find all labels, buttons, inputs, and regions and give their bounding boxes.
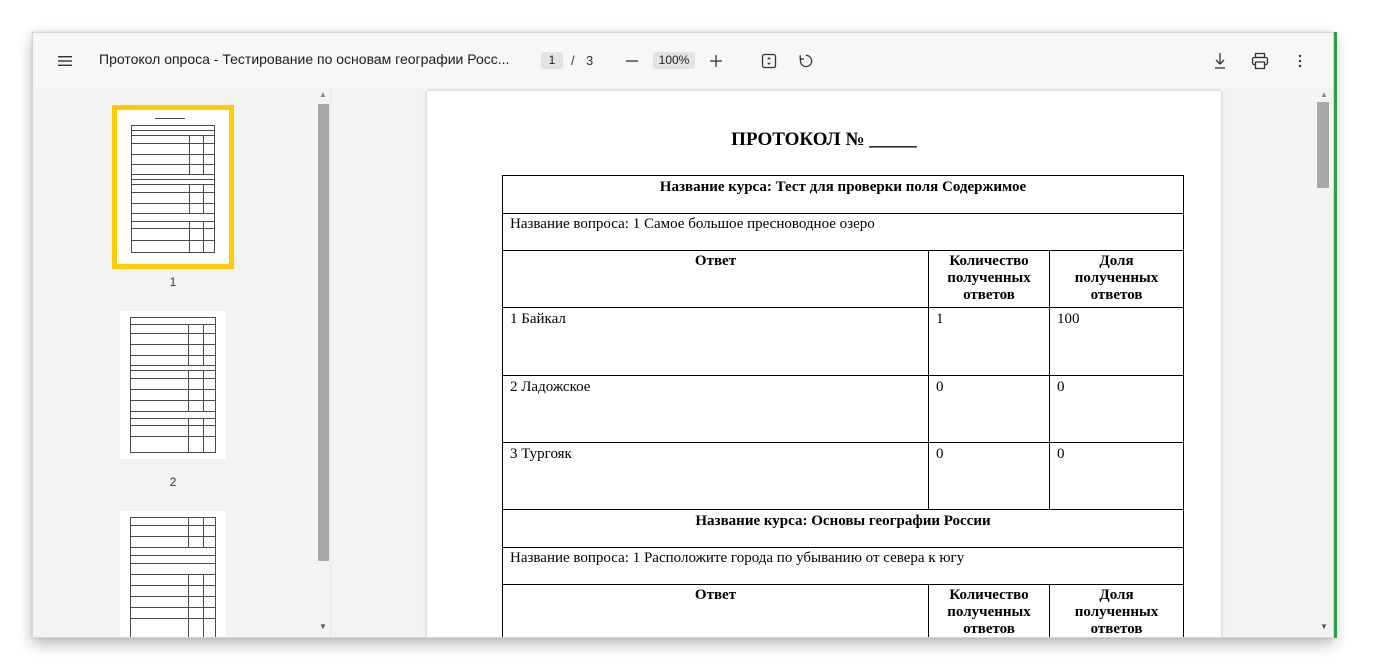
answer-cell: 2 Ладожское bbox=[503, 376, 929, 443]
count-cell: 0 bbox=[929, 376, 1050, 443]
thumbnail-sidebar bbox=[33, 88, 331, 638]
header-count: Количество полученных ответов bbox=[929, 585, 1050, 639]
share-cell: 100 bbox=[1050, 308, 1184, 376]
viewer-scroll-down-icon[interactable]: ▼ bbox=[1320, 622, 1328, 631]
protocol-title: ПРОТОКОЛ № _____ bbox=[731, 129, 917, 150]
zoom-in-button[interactable] bbox=[702, 47, 730, 75]
page-separator: / bbox=[571, 53, 575, 68]
zoom-level-input[interactable]: 100% bbox=[653, 52, 695, 69]
table-row bbox=[503, 308, 1184, 376]
thumbnail-label-2: 2 bbox=[169, 475, 177, 489]
viewer-scroll-thumb[interactable] bbox=[1317, 102, 1329, 188]
question-name: Название вопроса: 1 Расположите города по убыванию от севера к югу bbox=[503, 548, 1184, 585]
total-pages: 3 bbox=[586, 53, 594, 68]
count-cell: 1 bbox=[929, 308, 1050, 376]
sidebar-scroll-up-icon[interactable]: ▲ bbox=[319, 90, 327, 99]
zoom-out-button[interactable] bbox=[618, 47, 646, 75]
question-name: Название вопроса: 1 Самое большое пресноводное озеро bbox=[503, 214, 1184, 251]
sidebar-scroll-down-icon[interactable]: ▼ bbox=[319, 622, 327, 631]
course-name: Название курса: Тест для проверки поля Содержимое bbox=[503, 176, 1184, 214]
header-answer: Ответ bbox=[503, 251, 929, 308]
plus-icon bbox=[709, 54, 723, 68]
sidebar-scroll-thumb[interactable] bbox=[318, 104, 329, 561]
document-title: Протокол опроса - Тестирование по основам географии Росс... bbox=[99, 51, 510, 67]
header-share: Доля полученных ответов bbox=[1050, 585, 1184, 639]
rotate-button[interactable] bbox=[792, 47, 820, 75]
share-cell: 0 bbox=[1050, 376, 1184, 443]
share-cell: 0 bbox=[1050, 443, 1184, 510]
more-options-button[interactable] bbox=[1286, 47, 1314, 75]
course-name: Название курса: Основы географии России bbox=[503, 510, 1184, 548]
table-row bbox=[503, 376, 1184, 443]
answer-cell: 1 Байкал bbox=[503, 308, 929, 376]
viewer-scroll-up-icon[interactable]: ▲ bbox=[1320, 90, 1328, 99]
header-share: Доля полученных ответов bbox=[1050, 251, 1184, 308]
fit-to-page-button[interactable] bbox=[755, 47, 783, 75]
minus-icon bbox=[625, 54, 639, 68]
header-count: Количество полученных ответов bbox=[929, 251, 1050, 308]
more-vertical-icon bbox=[1298, 54, 1302, 68]
pdf-viewer-window bbox=[32, 32, 1334, 638]
current-page-input[interactable]: 1 bbox=[541, 52, 563, 69]
thumbnail-label-1: 1 bbox=[169, 275, 177, 289]
document-viewer bbox=[331, 88, 1334, 638]
fit-to-page-icon bbox=[761, 53, 777, 69]
report-table bbox=[502, 175, 1184, 638]
download-icon bbox=[1212, 52, 1228, 70]
download-button[interactable] bbox=[1206, 47, 1234, 75]
window-edge bbox=[1334, 32, 1337, 638]
header-answer: Ответ bbox=[503, 585, 929, 639]
toolbar bbox=[33, 33, 1333, 88]
answer-cell: 3 Тургояк bbox=[503, 443, 929, 510]
page-thumbnail-3[interactable] bbox=[120, 511, 226, 638]
count-cell: 0 bbox=[929, 443, 1050, 510]
page-thumbnail-1[interactable] bbox=[117, 110, 229, 264]
page-thumbnail-2[interactable] bbox=[120, 311, 226, 459]
hamburger-menu-icon[interactable] bbox=[51, 47, 79, 75]
print-button[interactable] bbox=[1246, 47, 1274, 75]
print-icon bbox=[1251, 52, 1269, 70]
document-page bbox=[427, 91, 1221, 638]
table-row bbox=[503, 443, 1184, 510]
rotate-icon bbox=[798, 53, 814, 69]
